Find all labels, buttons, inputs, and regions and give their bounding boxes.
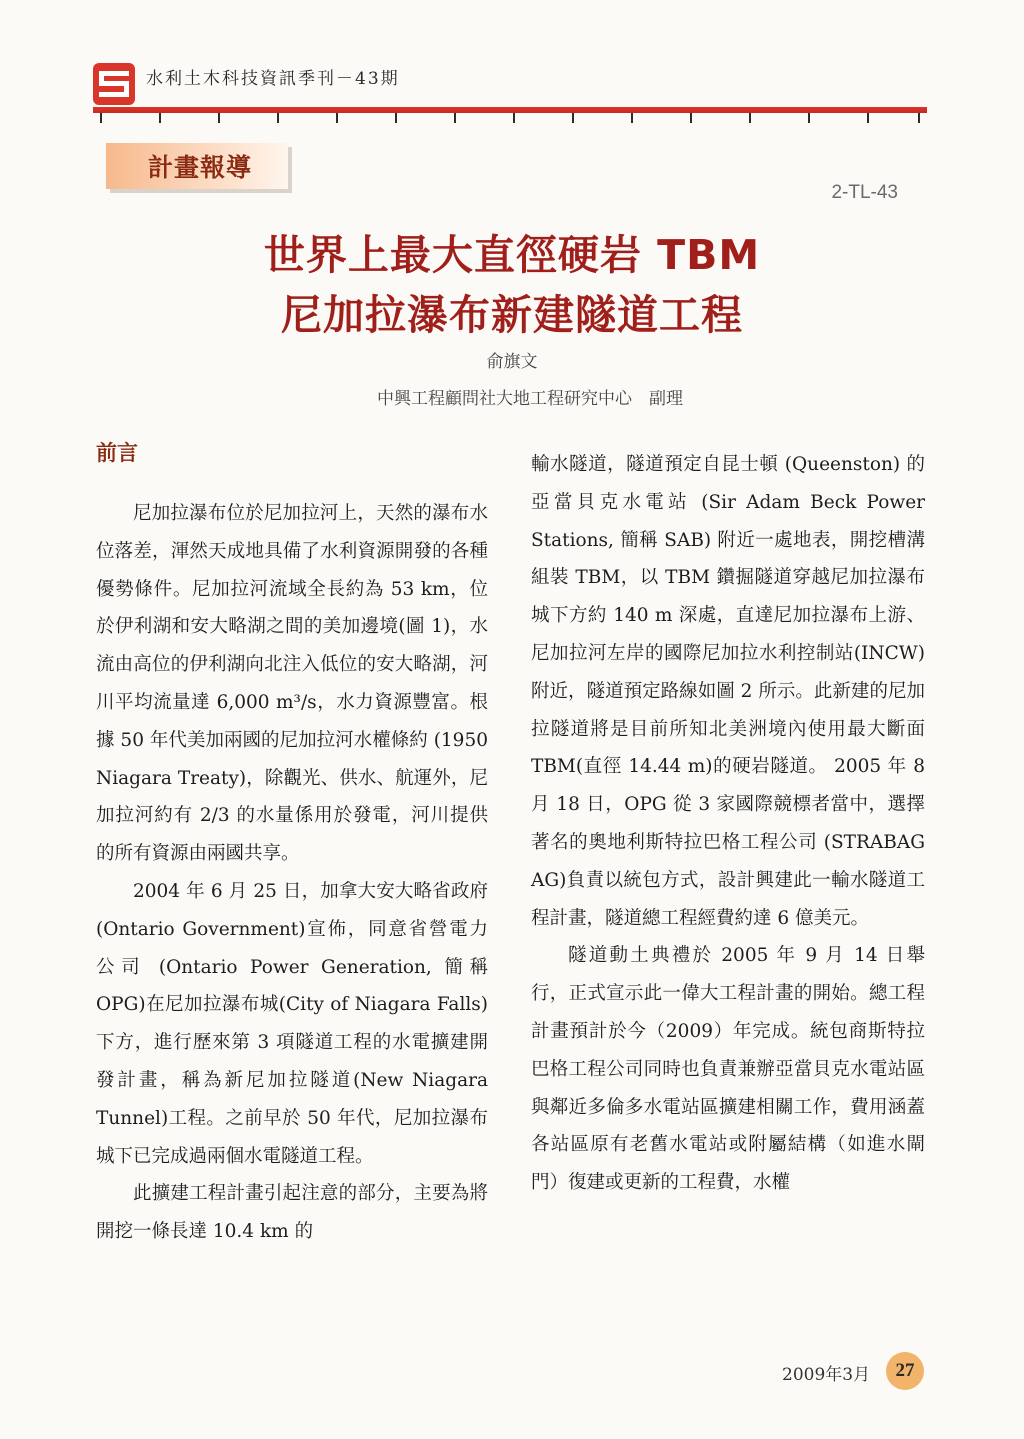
left-column (96, 495, 488, 1251)
body-paragraph: 此擴建工程計畫引起注意的部分，主要為將開挖一條長達 10.4 km 的 (96, 1183, 488, 1243)
page-number: 27 (886, 1352, 924, 1390)
journal-title: 水利土木科技資訊季刊－43期 (146, 69, 400, 89)
header-ruler-ticks (93, 113, 927, 125)
document-code: 2-TL-43 (831, 182, 898, 203)
article-title-line2: 尼加拉瀑布新建隧道工程 (281, 291, 743, 339)
article-title-line1: 世界上最大直徑硬岩 TBM (263, 231, 761, 279)
right-column (531, 446, 925, 1202)
body-paragraph: 尼加拉瀑布位於尼加拉河上，天然的瀑布水位落差，渾然天成地具備了水利資源開發的各種優勢條件。尼加拉河流域全長約為 53 km，位於伊利湖和安大略湖之間的美加邊境(圖 1)，水流由高位的伊利湖向北注入低位的安大略湖，河川平均流量達 6,000 m³/s，水力資源豐富。根據 50 年代美加兩國的尼加拉河水權條約 (1950 Niagara Treaty)，除觀光、供水、航運外，尼加拉河約有 2/3 的水量係用於發電，河川提供的所有資源由兩國共享。 (96, 503, 488, 865)
body-paragraph: 2004 年 6 月 25 日，加拿大安大略省政府(Ontario Government)宣佈，同意省營電力公司 (Ontario Power Generation, 簡稱 OPG)在尼加拉瀑布城(City of Niagara Falls)下方，進行歷來第 3 項隧道工程的水電擴建開發計畫，稱為新尼加拉隧道(New Niagara Tunnel)工程。之前早於 50 年代，尼加拉瀑布城下已完成過兩個水電隧道工程。 (96, 880, 488, 1167)
section-tab (106, 143, 288, 189)
section-heading: 前言 (96, 441, 138, 465)
footer-date: 2009年3月 (782, 1365, 871, 1385)
body-paragraph: 隧道動土典禮於 2005 年 9 月 14 日舉行，正式宣示此一偉大工程計畫的開始。總工程計畫預計於今（2009）年完成。統包商斯特拉巴格工程公司同時也負責兼辦亞當貝克水電站區與鄰近多倫多水電站區擴建相關工作，費用涵蓋各站區原有老舊水電站或附屬結構（如進水閘門）復建或更新的工程費，水權 (531, 945, 925, 1194)
author-name: 俞旗文 (486, 352, 538, 372)
journal-logo-icon (93, 63, 135, 105)
body-paragraph: 輸水隧道，隧道預定自昆士頓 (Queenston) 的亞當貝克水電站 (Sir Adam Beck Power Stations, 簡稱 SAB) 附近一處地表，開挖槽溝組裝 TBM，以 TBM 鑽掘隧道穿越尼加拉瀑布城下方約 140 m 深處，直達尼加拉瀑布上游、尼加拉河左岸的國際尼加拉水利控制站(INCW) 附近，隧道預定路線如圖 2 所示。此新建的尼加拉隧道將是目前所知北美洲境內使用最大斷面 TBM(直徑 14.44 m)的硬岩隧道。 2005 年 8 月 18 日，OPG 從 3 家國際競標者當中，選擇著名的奧地利斯特拉巴格工程公司 (STRABAG AG)負責以統包方式，設計興建此一輸水隧道工程計畫，隧道總工程經費約達 6 億美元。 (531, 454, 925, 929)
section-tab-label: 計畫報導 (148, 153, 253, 182)
author-affiliation: 中興工程顧問社大地工程研究中心 副理 (377, 389, 683, 409)
